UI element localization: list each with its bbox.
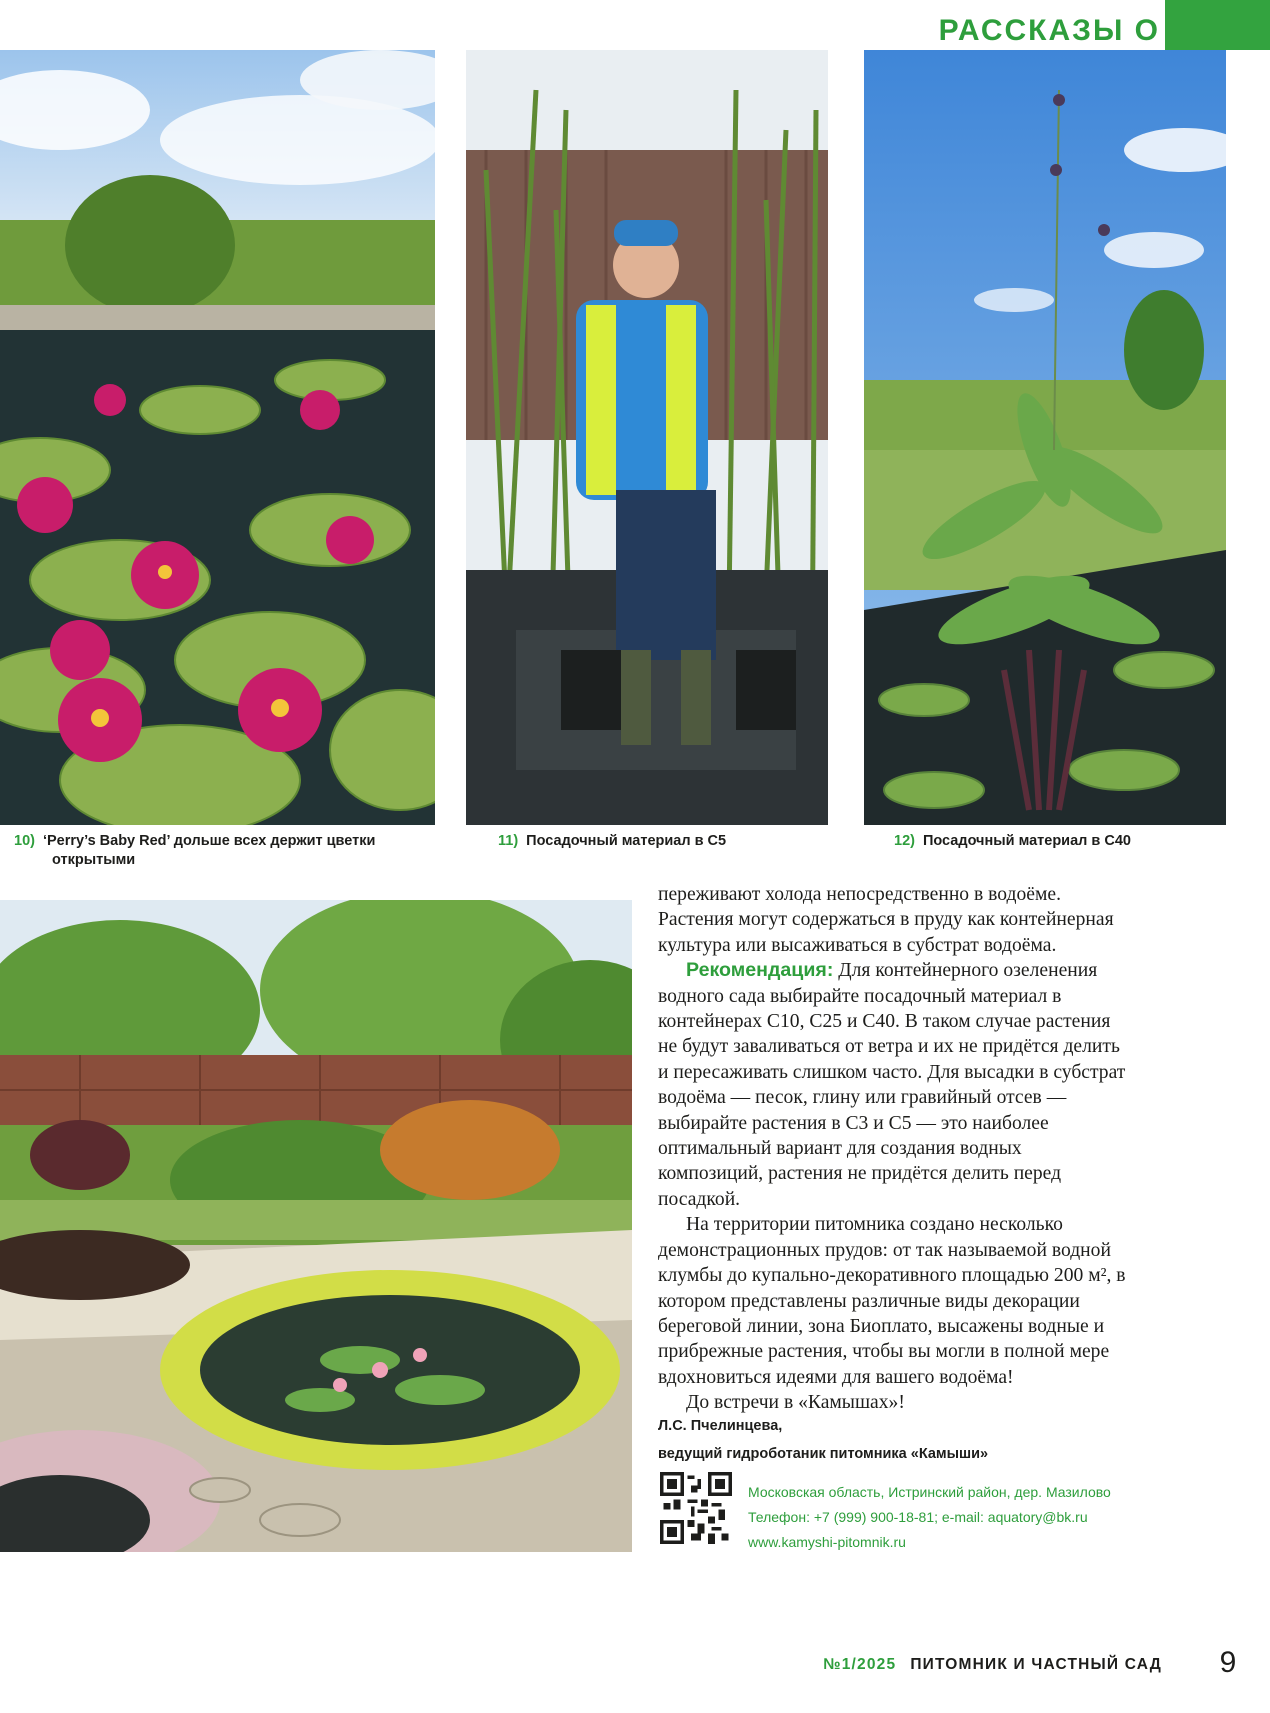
photo-planting-material-c40 — [864, 50, 1226, 825]
contact-address: Московская область, Истринский район, дер. Мазилово — [748, 1484, 1111, 1500]
caption-11: 11) Посадочный материал в С5 — [498, 833, 727, 849]
page-number: 9 — [1219, 1646, 1237, 1679]
author-name: Л.С. Пчелинцева, — [658, 1418, 783, 1434]
magazine-title: ПИТОМНИК И ЧАСТНЫЙ САД — [910, 1656, 1162, 1673]
contacts-block — [748, 1480, 1168, 1555]
contact-website[interactable]: www.kamyshi-pitomnik.ru — [748, 1534, 906, 1550]
article-paragraph-1: переживают холода непосредственно в водоёме. Растения могут содержаться в пруду как контейнерная культура или высаживаться в субстрат водоёма. — [658, 884, 1114, 956]
section-color-bar — [1165, 0, 1270, 50]
qr-code[interactable] — [660, 1472, 732, 1544]
caption-12: 12) Посадочный материал в С40 — [894, 833, 1131, 849]
caption-10: 10) ‘Perry’s Baby Red’ дольше всех держит цветки открытыми — [14, 833, 376, 868]
section-title: РАССКАЗЫ О — [938, 14, 1160, 47]
photo-demo-ponds — [0, 900, 632, 1552]
recommendation-label: Рекомендация: — [686, 959, 834, 982]
article-paragraph-recommendation: Рекомендация: Для контейнерного озеленения водного сада выбирайте посадочный материал в контейнерах С10, С25 и С40. В таком случае растения не будут заваливаться от ветра и их не придётся делить и пересаживать слишком часто. Для высадки в субстрат водоёма — песок, глину или гравийный отсев — выбирайте растения в С3 и С5 — это наиболее оптимальный вариант для создания водных композиций, растения не придётся делить перед посадкой. — [658, 959, 1126, 1210]
article-body — [658, 882, 1128, 1416]
author-role: ведущий гидроботаник питомника «Камыши» — [658, 1446, 989, 1462]
photo-planting-material-c5 — [466, 50, 828, 825]
article-paragraph-3: На территории питомника создано несколько демонстрационных прудов: от так называемой водной клумбы до купально-декоративного площадью 200 м², в котором представлены различные виды декорации береговой линии, зона Биоплато, высажены водные и прибрежные растения, чтобы вы могли в полной мере вдохновиться идеями для вашего водоёма! — [658, 1214, 1126, 1388]
photo-water-lilies — [0, 50, 435, 825]
article-paragraph-4: До встречи в «Камышах»! — [686, 1392, 905, 1414]
issue-number: №1/2025 — [823, 1656, 897, 1673]
contact-phone-email[interactable]: Телефон: +7 (999) 900-18-81; e-mail: aquatory@bk.ru — [748, 1509, 1088, 1525]
page-footer — [700, 1656, 1162, 1674]
author-block — [658, 1412, 1158, 1468]
